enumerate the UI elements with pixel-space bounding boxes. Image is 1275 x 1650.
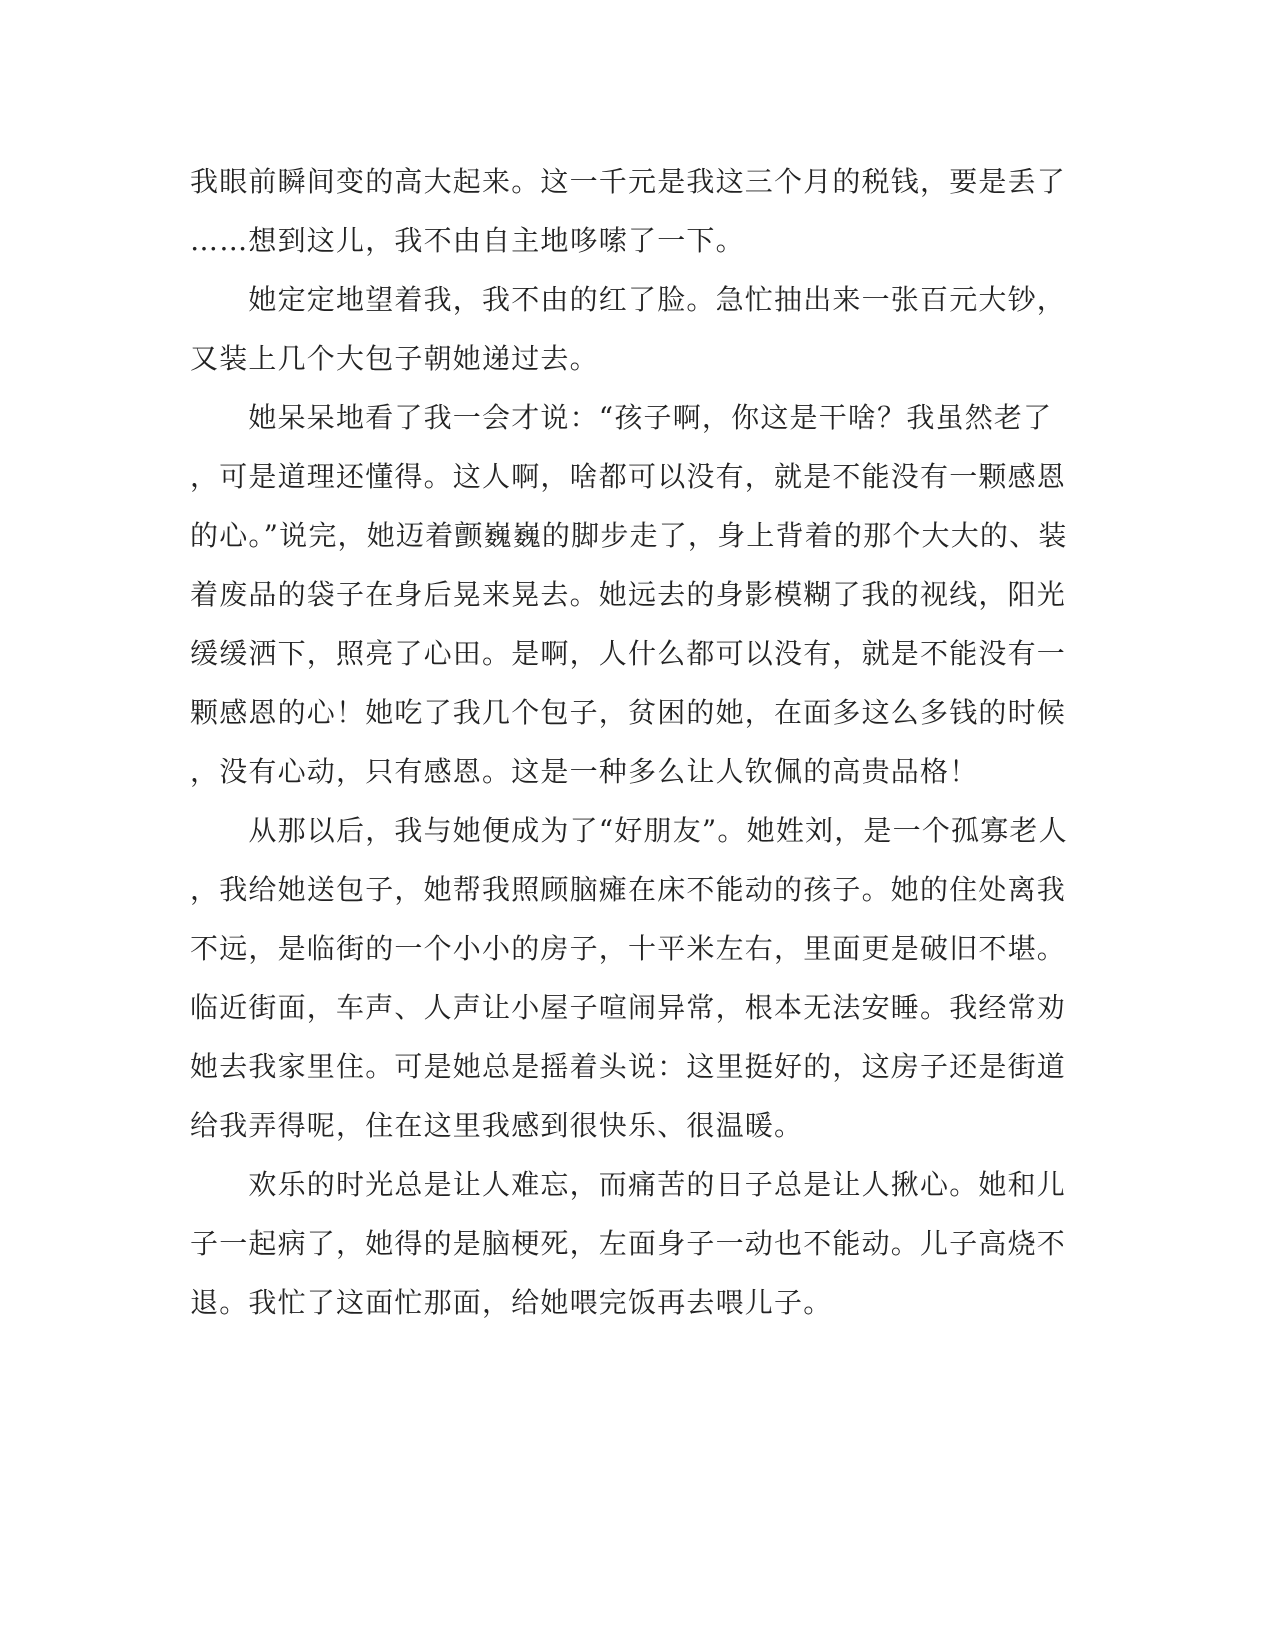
text-line: 的心。”说完，她迈着颤巍巍的脚步走了，身上背着的那个大大的、装 — [190, 519, 1068, 552]
text-line: 又装上几个大包子朝她递过去。 — [190, 342, 599, 375]
text-line: 缓缓洒下，照亮了心田。是啊，人什么都可以没有，就是不能没有一 — [190, 637, 1067, 670]
text-line: 颗感恩的心！她吃了我几个包子，贫困的她，在面多这么多钱的时候 — [190, 696, 1067, 729]
text-line: 她呆呆地看了我一会才说：“孩子啊，你这是干啥？我虽然老了 — [190, 401, 1053, 434]
text-line: ……想到这儿，我不由自主地哆嗦了一下。 — [190, 224, 745, 257]
text-line: 子一起病了，她得的是脑梗死，左面身子一动也不能动。儿子高烧不 — [190, 1227, 1067, 1260]
text-line: ，没有心动，只有感恩。这是一种多么让人钦佩的高贵品格！ — [190, 755, 979, 788]
text-line: ，我给她送包子，她帮我照顾脑瘫在床不能动的孩子。她的住处离我 — [190, 873, 1067, 906]
text-line: 欢乐的时光总是让人难忘，而痛苦的日子总是让人揪心。她和儿 — [190, 1168, 1067, 1201]
text-line: 她定定地望着我，我不由的红了脸。急忙抽出来一张百元大钞， — [190, 283, 1067, 316]
text-line: 从那以后，我与她便成为了“好朋友”。她姓刘，是一个孤寡老人 — [190, 814, 1068, 847]
text-line: 退。我忙了这面忙那面，给她喂完饭再去喂儿子。 — [190, 1286, 833, 1319]
text-line: 她去我家里住。可是她总是摇着头说：这里挺好的，这房子还是街道 — [190, 1050, 1067, 1083]
text-line: 着废品的袋子在身后晃来晃去。她远去的身影模糊了我的视线，阳光 — [190, 578, 1067, 611]
text-line: 我眼前瞬间变的高大起来。这一千元是我这三个月的税钱，要是丢了 — [190, 165, 1067, 198]
body-text — [190, 163, 1070, 1343]
text-line: 给我弄得呢，住在这里我感到很快乐、很温暖。 — [190, 1109, 804, 1142]
text-line: ，可是道理还懂得。这人啊，啥都可以没有，就是不能没有一颗感恩 — [190, 460, 1067, 493]
text-line: 不远，是临街的一个小小的房子，十平米左右，里面更是破旧不堪。 — [190, 932, 1067, 965]
text-line: 临近街面，车声、人声让小屋子喧闹异常，根本无法安睡。我经常劝 — [190, 991, 1067, 1024]
